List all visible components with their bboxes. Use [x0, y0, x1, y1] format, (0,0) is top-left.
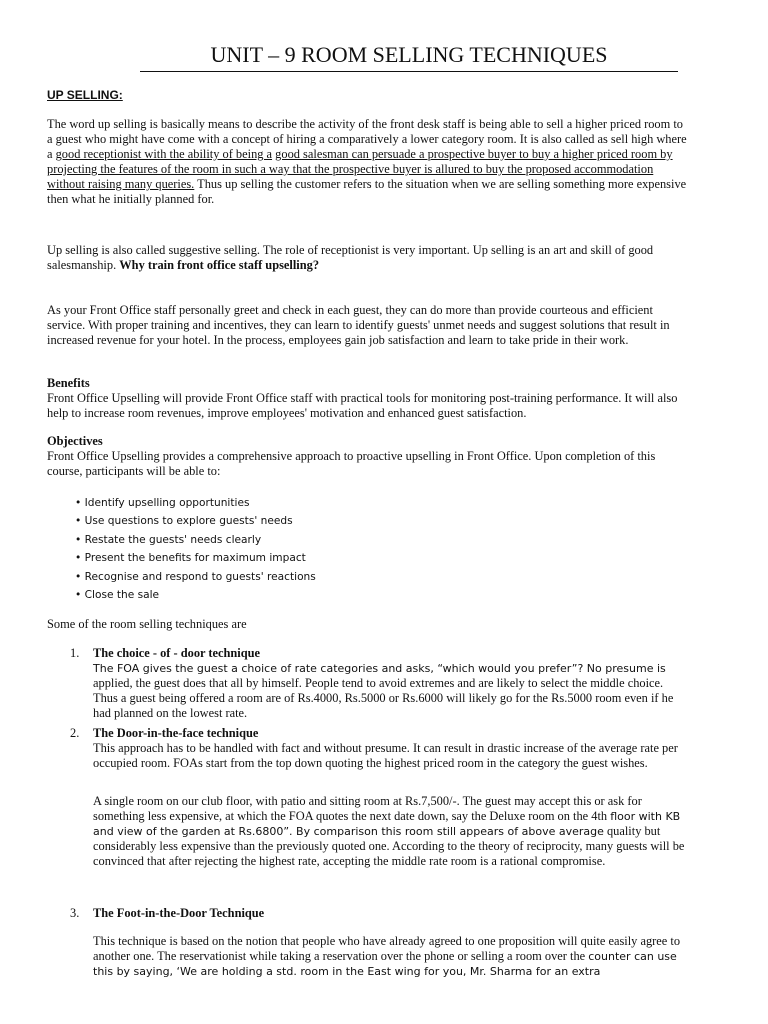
text-run: applied, the guest does that all by himself. People tend to avoid extremes and are likely to select the middle choice. Thus a guest being offered a room are of Rs.4000, Rs.5000 or Rs.6000 will likely go for the Rs.5000 room even if he had planned on the lowest rate. — [93, 676, 674, 720]
text-run: Up selling is also called suggestive selling. The role of receptionist is very important. Up selling is an art and skill of good salesmanship. — [47, 243, 654, 272]
upselling-paragraph-1 — [47, 117, 687, 207]
underlined-text: good receptionist with the ability of being a — [55, 147, 273, 161]
objectives-text: Front Office Upselling provides a comprehensive approach to proactive upselling in Front Office. Upon completion of this course, participants will be able to: — [47, 449, 656, 478]
technique-number: 2. — [70, 726, 80, 740]
techniques-intro: Some of the room selling techniques are — [47, 617, 247, 631]
underlined-text: good salesman can persuade a prospective buyer to buy a higher priced room by projecting the features of the room in such a way that the prospective buyer is allured to buy the proposed accommodation without raising many queries. — [47, 147, 673, 191]
technique-title: The choice - of - door technique — [93, 646, 261, 660]
technique-number: 1. — [70, 646, 80, 660]
objectives-list — [75, 494, 575, 604]
list-item: • Identify upselling opportunities — [75, 497, 250, 509]
bold-question: Why train front office staff upselling? — [119, 258, 320, 272]
upselling-heading: UP SELLING: — [47, 88, 123, 102]
benefits-text: Front Office Upselling will provide Front Office staff with practical tools for monitoring post-training performance. It will also help to increase room revenues, improve employees' motivation and enhanced guest satisfaction. — [47, 391, 678, 420]
text-run: The FOA gives the guest a choice of rate categories and asks, “which would you prefer”? No presume is — [93, 662, 666, 675]
text-run: A single room on our club floor, with patio and sitting room at Rs.7,500/-. The guest may accept this or ask for something less expensive, at which the FOA quotes the next date down, say the Deluxe room on the 4th — [93, 794, 642, 823]
list-item: • Restate the guests' needs clearly — [75, 533, 262, 546]
technique-number: 3. — [70, 906, 80, 920]
list-item: • Close the sale — [75, 589, 160, 602]
technique-1 — [93, 646, 687, 721]
technique-title: The Foot-in-the-Door Technique — [93, 906, 265, 920]
text-run: floor with KB and view of the garden at Rs.6800”. By comparison this room still appears of above average — [93, 810, 681, 838]
technique-2 — [93, 726, 687, 771]
benefits-section — [47, 376, 687, 421]
list-item: • Use questions to explore guests' needs — [75, 515, 293, 528]
text-run: The word up selling is basically means to describe the activity of the front desk staff is being able to sell a higher priced room to a guest who might have come with a concept of hiring a comparatively a lower category room. It is also called as sell high where a — [47, 117, 687, 161]
upselling-paragraph-3: As your Front Office staff personally greet and check in each guest, they can do more than provide courteous and efficient service. With proper training and incentives, they can learn to identify guests' unmet needs and suggest solutions that result in increased revenue for your hotel. In the process, employees gain job satisfaction and learn to take pride in their work. — [47, 303, 670, 347]
technique-title: The Door-in-the-face technique — [93, 726, 259, 740]
page-title: UNIT – 9 ROOM SELLING TECHNIQUES — [140, 40, 678, 72]
benefits-heading: Benefits — [47, 376, 90, 390]
text-run: counter can use this by saying, ‘We are holding a std. room in the East wing for you, Mr. Sharma for an extra — [93, 950, 677, 978]
technique-2-example — [93, 794, 687, 869]
technique-3-title — [93, 906, 687, 921]
technique-3-body — [93, 934, 687, 979]
list-item: • Recognise and respond to guests' reactions — [75, 570, 316, 583]
objectives-section — [47, 434, 687, 479]
text-run: quality but considerably less expensive than the previously quoted one. According to the theory of reciprocity, many guests will be convinced that after rejecting the highest rate, accepting the middle rate room is a rational compromise. — [93, 824, 685, 868]
text-run: Thus up selling the customer refers to the situation when we are selling something more expensive then what he initially planned for. — [47, 177, 687, 206]
technique-body: This approach has to be handled with fact and without presume. It can result in drastic increase of the average rate per occupied room. FOAs start from the top down quoting the highest priced room in the category the guest wishes. — [93, 741, 678, 770]
upselling-paragraph-2 — [47, 243, 687, 273]
text-run: This technique is based on the notion that people who have already agreed to one proposition will quite easily agree to another one. The reservationist while taking a reservation over the phone or selling a room over the — [93, 934, 681, 963]
list-item: • Present the benefits for maximum impact — [75, 552, 306, 565]
objectives-heading: Objectives — [47, 434, 103, 448]
